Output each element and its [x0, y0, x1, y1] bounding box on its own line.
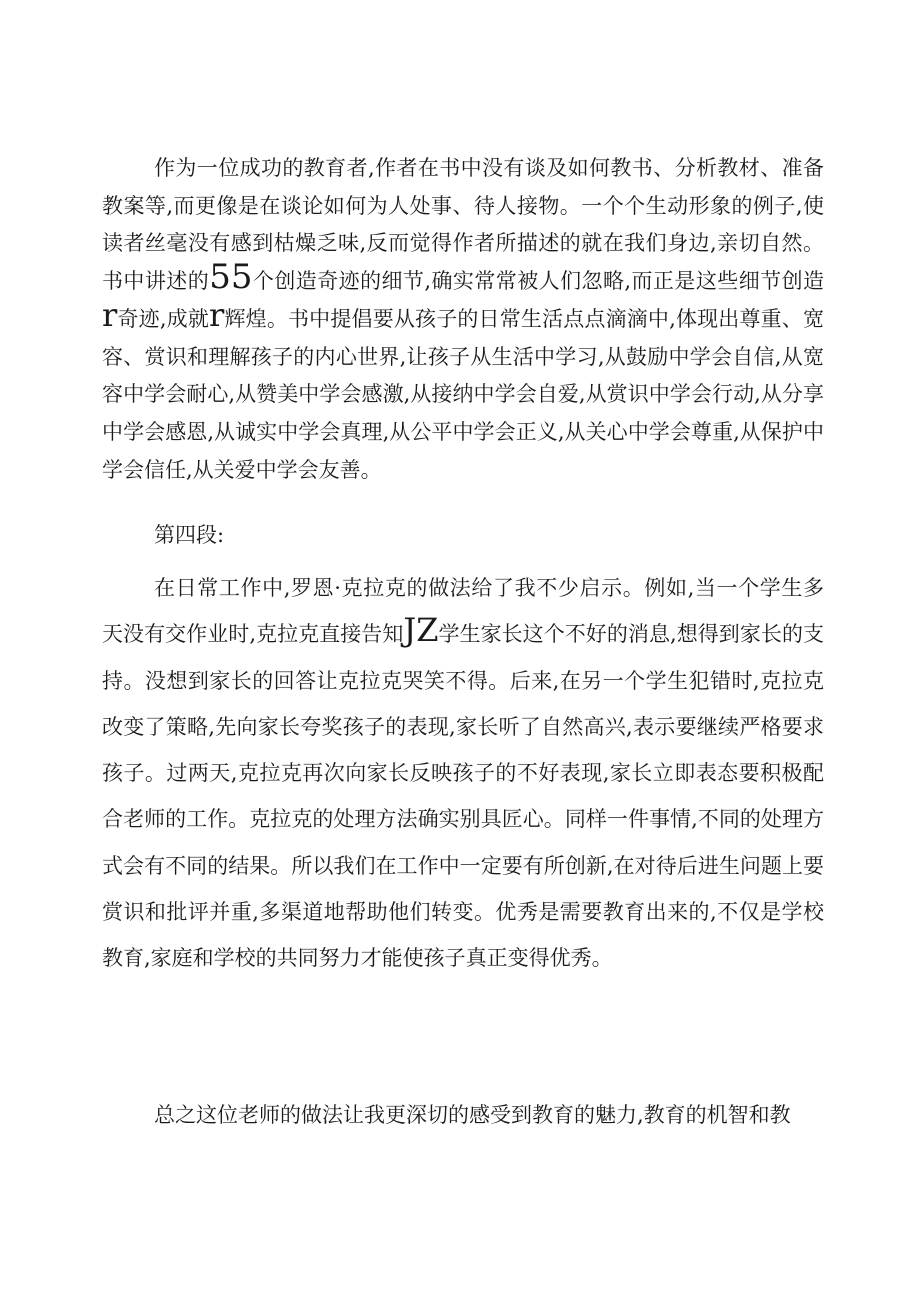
text-run: 学生家长这个不好的消息,想得到家长的支持。没想到家长的回答让克拉克哭笑不得。后来,在另一个学生犯错时,克拉克改变了策略,先向家长夸奖孩子的表现,家长听了自然高兴,表示要继续严格要求孩子。过两天,克拉克再次向家长反映孩子的不好表现,家长立即表态要积极配合老师的工作。克拉克的处理方法确实别具匠心。同样一件事情,不同的处理方式会有不同的结果。所以我们在工作中一定要有所创新,在对待后进生问题上要赏识和批评并重,多渠道地帮助他们转变。优秀是需要教育出来的,不仅是学校教育,家庭和学校的共同努力才能使孩子真正变得优秀。 [102, 622, 824, 971]
stray-letters-jz: JZ [403, 611, 439, 650]
text-run: 辉煌。书中提倡要从孩子的日常生活点点滴滴中,体现出尊重、宽容、赏识和理解孩子的内心世界,让孩子从生活中学习,从鼓励中学会自信,从宽容中学会耐心,从赞美中学会感激,从接纳中学会自爱,从赏识中学会行动,从分享中学会感恩,从诚实中学会真理,从公平中学会正义,从关心中学会尊重,从保护中学会信任,从关爱中学会友善。 [102, 306, 824, 482]
paragraph-conclusion: 总之这位老师的做法让我更深切的感受到教育的魅力,教育的机智和教 [154, 1103, 791, 1127]
number-55: 55 [209, 257, 253, 298]
stray-letter-r: r [102, 295, 118, 334]
paragraph-book-summary [102, 150, 824, 489]
text-run: 在日常工作中,罗恩·克拉克的做法给了我不少启示。例如,当一个学生多天没有交作业时,克拉克直接告知 [102, 576, 824, 647]
stray-letter-r: r [209, 295, 225, 334]
section-heading: 第四段: [154, 523, 225, 547]
text-run: 奇迹,成就 [117, 306, 210, 331]
paragraph-clark-example [102, 565, 824, 982]
text-run: 作为一位成功的教育者,作者在书中没有谈及如何教书、分析教材、准备教案等,而更像是在谈论如何为人处事、待人接物。一个个生动形象的例子,使读者丝毫没有感到枯燥乏味,反而觉得作者所描述的就在我们身边,亲切自然。书中讲述的 [102, 156, 824, 294]
text-run: 个创造奇迹的细节,确实常常被人们忽略,而正是这些细节创造 [252, 269, 824, 294]
